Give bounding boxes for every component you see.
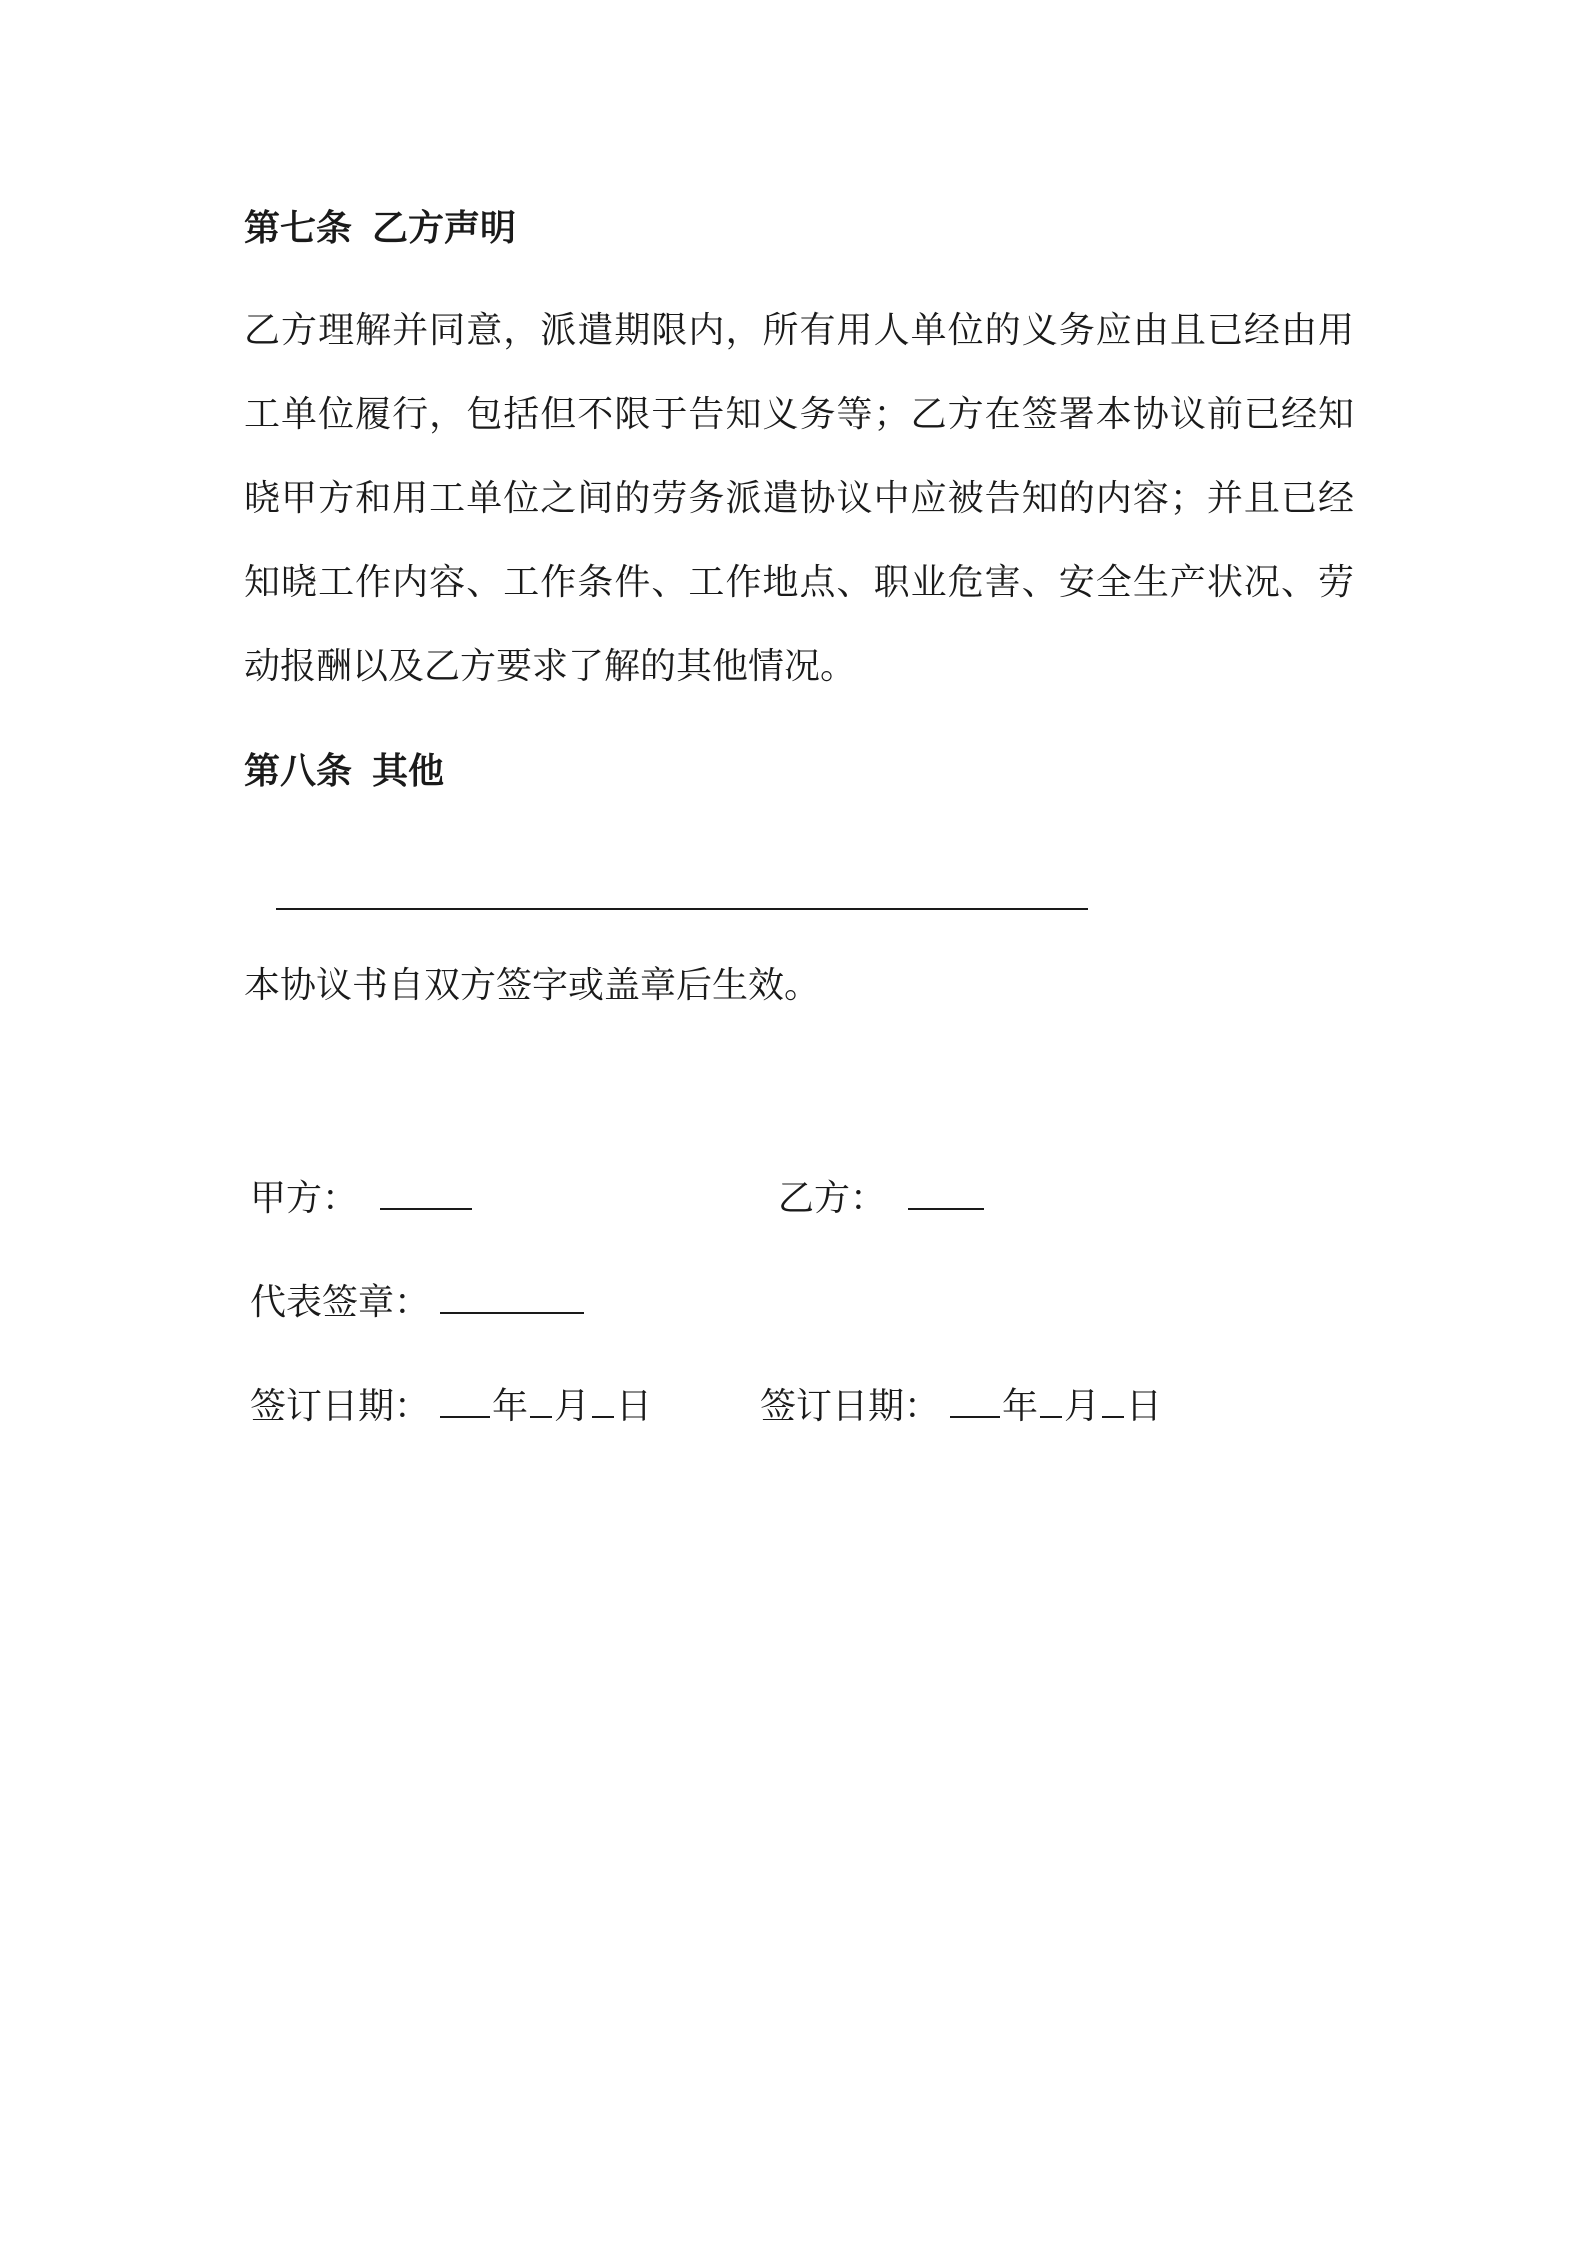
date-b-day-blank [1102, 1380, 1124, 1418]
date-b-day-label: 日 [1126, 1386, 1163, 1427]
date-b-year-blank [950, 1380, 1000, 1418]
date-a-year-blank [440, 1380, 490, 1418]
article-8-heading [244, 748, 444, 796]
article-7-line-4: 知晓工作内容、工作条件、工作地点、职业危害、安全生产状况、劳 [244, 562, 1354, 603]
signing-date-a-label: 签订日期： [250, 1386, 431, 1427]
article-7-line-1: 乙方理解并同意，派遣期限内，所有用人单位的义务应由且已经由用 [244, 310, 1354, 351]
date-b-year-label: 年 [1002, 1386, 1039, 1427]
party-b-field [778, 1172, 986, 1223]
signing-date-b-label: 签订日期： [760, 1386, 941, 1427]
article-7-line-2: 工单位履行，包括但不限于告知义务等；乙方在签署本协议前已经知 [244, 394, 1354, 435]
date-a-month-label: 月 [554, 1386, 591, 1427]
party-a-field [250, 1172, 474, 1223]
party-b-blank [908, 1172, 984, 1210]
date-a-day-blank [592, 1380, 614, 1418]
representative-label: 代表签章： [250, 1282, 431, 1323]
representative-field [250, 1276, 586, 1327]
date-a-year-label: 年 [492, 1386, 529, 1427]
party-a-blank [380, 1172, 472, 1210]
article-7-title: 乙方声明 [372, 208, 517, 249]
article-7-heading [244, 205, 516, 253]
signing-date-a [250, 1380, 652, 1431]
article-7-number: 第七条 [244, 208, 353, 249]
signing-date-b [760, 1380, 1162, 1431]
article-7-line-3: 晓甲方和用工单位之间的劳务派遣协议中应被告知的内容；并且已经 [244, 478, 1354, 519]
article-8-title: 其他 [372, 751, 445, 792]
representative-blank [440, 1276, 584, 1314]
effective-statement: 本协议书自双方签字或盖章后生效。 [244, 965, 821, 1006]
date-b-month-label: 月 [1064, 1386, 1101, 1427]
party-b-label: 乙方： [778, 1178, 887, 1219]
party-a-label: 甲方： [250, 1178, 359, 1219]
article-7-line-5: 动报酬以及乙方要求了解的其他情况。 [244, 646, 857, 687]
article-8-number: 第八条 [244, 751, 353, 792]
article-8-blank-line [276, 908, 1088, 910]
date-b-month-blank [1040, 1380, 1062, 1418]
date-a-day-label: 日 [616, 1386, 653, 1427]
date-a-month-blank [530, 1380, 552, 1418]
